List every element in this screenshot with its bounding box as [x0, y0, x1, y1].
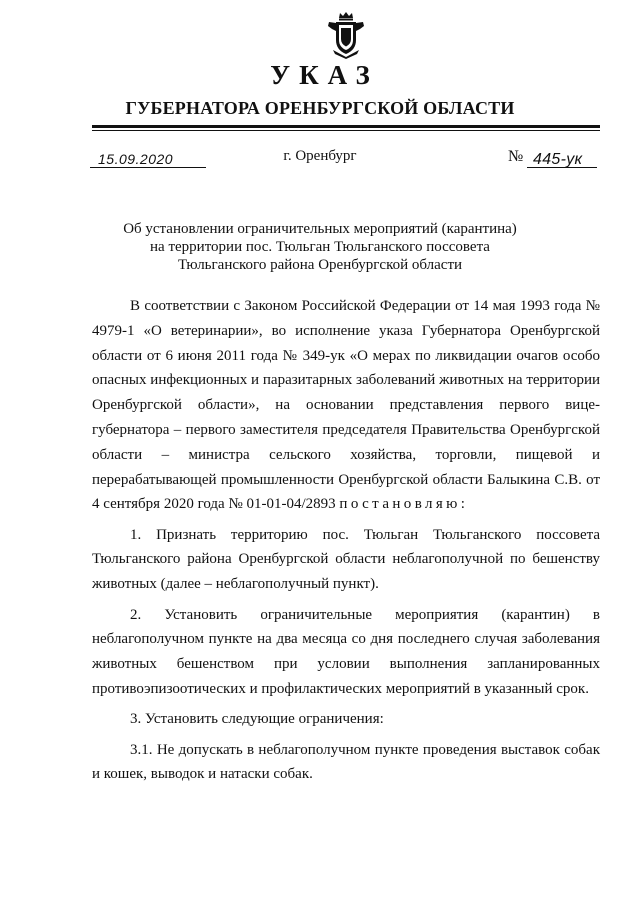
header-divider-thin — [92, 130, 600, 131]
item-paragraph: 3. Установить следующие ограничения: — [130, 711, 384, 728]
coat-of-arms-icon — [327, 10, 365, 60]
subject-line: Тюльганского района Оренбургской области — [177, 257, 463, 273]
number-label: № — [508, 148, 524, 165]
subject-line: на территории пос. Тюльган Тюльганского поссовета — [150, 239, 490, 255]
handwritten-number: 445-ук — [533, 151, 583, 168]
document-type-title: УКАЗ — [270, 60, 379, 90]
issuer-title: ГУБЕРНАТОРА ОРЕНБУРГСКОЙ ОБЛАСТИ — [125, 98, 515, 118]
header-divider-thick — [92, 125, 600, 128]
subject-line: Об установлении ограничительных мероприятий (карантина) — [123, 221, 517, 237]
city: г. Оренбург — [283, 148, 357, 164]
document-subject — [0, 220, 640, 274]
number-field — [527, 147, 597, 168]
handwritten-date: 15.09.2020 — [98, 151, 174, 167]
preamble-text: В соответствии с Законом Российской Федерации от 14 мая 1993 года № 4979-1 «О ветеринарии», во исполнение указа Губернатора Оренбургской области от 6 июня 2011 года № 349-ук «О мерах по ликвидации очагов особо опасных инфекционных и паразитарных заболеваний животных на территории Оренбургской области», на основании представления первого вице-губернатора – первого заместителя председателя Правительства Оренбургской области – министра сельского хозяйства, торговли, пищевой и перерабатывающей промышленности Оренбургской области Балыкина С.В. от 4 сентября 2020 года № 01-01-04/2893 — [92, 298, 600, 513]
item-paragraph: 1. Признать территорию пос. Тюльган Тюльганского поссовета Тюльганского района Оренбургской области неблагополучной по бешенству животных (далее – неблагополучный пункт). — [92, 526, 600, 593]
item-paragraph: 3.1. Не допускать в неблагополучном пункте проведения выставок собак и кошек, выводок и натаски собак. — [92, 741, 600, 783]
document-body — [92, 294, 600, 787]
decree-word: постановляю: — [339, 496, 469, 513]
item-paragraph: 2. Установить ограничительные мероприятия (карантин) в неблагополучном пункте на два месяца со дня последнего случая заболевания животных бешенством при условии выполнения запланированных противоэпизоотических и профилактических мероприятий в указанный срок. — [92, 606, 600, 697]
preamble-paragraph — [92, 294, 600, 517]
